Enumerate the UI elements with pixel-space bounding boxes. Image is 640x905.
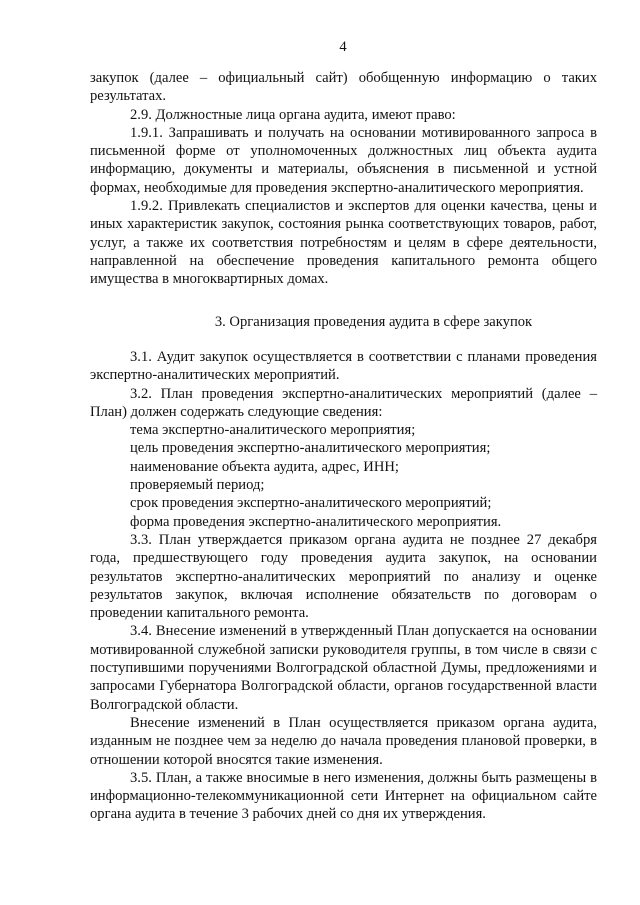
- section-3-heading-block: [90, 313, 597, 331]
- paragraph-3-4-amendment: Внесение изменений в План осуществляется приказом органа аудита, изданным не позднее чем за неделю до начала проведения плановой проверки, в отношении которой вносятся такие изменения.: [90, 714, 597, 768]
- paragraph-3-1: 3.1. Аудит закупок осуществляется в соответствии с планами проведения экспертно-аналитических мероприятий.: [90, 349, 597, 384]
- paragraph-3-3: 3.3. План утверждается приказом органа аудита не позднее 27 декабря года, предшествующего году проведения аудита закупок, на основании результатов экспертно-аналитических мероприятий по анализу и оценке результатов закупок, включая исполнение обязательств по договорам о проведении капитального ремонта.: [90, 531, 597, 622]
- page-number: 4: [339, 39, 347, 55]
- section-heading: 3. Организация проведения аудита в сфере закупок: [214, 314, 533, 330]
- plan-item: срок проведения экспертно-аналитического мероприятий;: [130, 495, 492, 512]
- paragraph-2-9: 2.9. Должностные лица органа аудита, имеют право:: [130, 106, 456, 123]
- paragraph-3-5: 3.5. План, а также вносимые в него изменения, должны быть размещены в информационно-телекоммуникационной сети Интернет на официальном сайте органа аудита в течение 3 рабочих дней со дня их утверждения.: [90, 769, 597, 823]
- paragraph-1-9-1: 1.9.1. Запрашивать и получать на основании мотивированного запроса в письменной форме от уполномоченных должностных лиц объекта аудита информацию, документы и материалы, объяснения в письменной и устной формах, необходимые для проведения экспертно-аналитического мероприятия.: [90, 124, 597, 196]
- plan-item: проверяемый период;: [130, 477, 265, 494]
- top-section: [90, 69, 597, 289]
- plan-item: наименование объекта аудита, адрес, ИНН;: [130, 458, 399, 475]
- paragraph-3-4: 3.4. Внесение изменений в утвержденный План допускается на основании мотивированной служебной записки руководителя группы, в том числе в связи с поступившими поручениями Волгоградской областной Думы, предложениями и запросами Губернатора Волгоградской области, органов государственной власти Волгоградской области.: [90, 623, 597, 713]
- paragraph-continuation: закупок (далее – официальный сайт) обобщенную информацию о таких результатах.: [90, 70, 597, 105]
- plan-item: форма проведения экспертно-аналитического мероприятия.: [130, 513, 502, 530]
- plan-item: цель проведения экспертно-аналитического мероприятия;: [130, 440, 491, 457]
- section-3-body: [90, 348, 597, 824]
- paragraph-3-2: 3.2. План проведения экспертно-аналитических мероприятий (далее – План) должен содержать следующие сведения:: [90, 385, 597, 420]
- paragraph-1-9-2: 1.9.2. Привлекать специалистов и экспертов для оценки качества, цены и иных характеристик закупок, состояния рынка соответствующих товаров, работ, услуг, а также их соответствия потребностям и целям в сфере деятельности, направленной на обеспечение проведения капитального ремонта общего имущества в многоквартирных домах.: [90, 198, 597, 288]
- plan-item: тема экспертно-аналитического мероприятия;: [130, 422, 416, 439]
